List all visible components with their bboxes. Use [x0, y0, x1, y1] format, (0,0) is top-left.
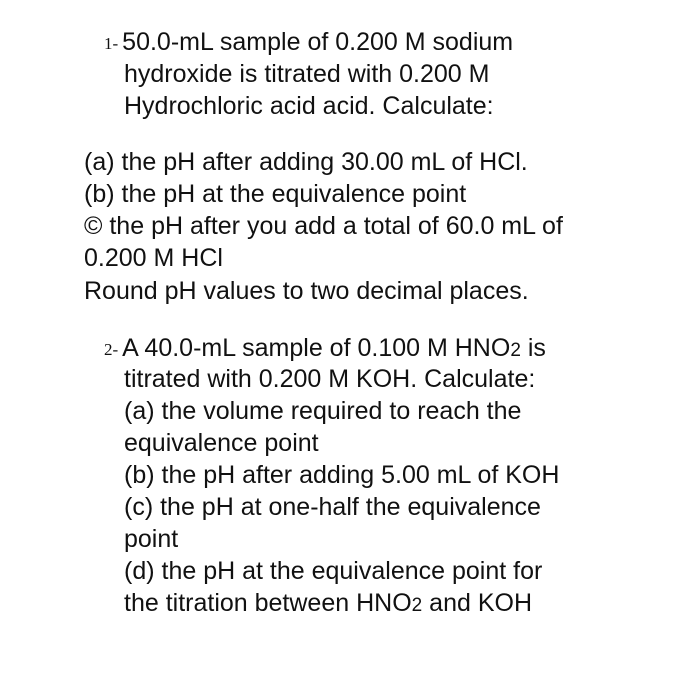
question-1-text-line-3: Hydrochloric acid acid. Calculate:: [124, 92, 494, 120]
question-2-part-a-continued: equivalence point: [124, 429, 319, 457]
question-1-rounding-note: Round pH values to two decimal places.: [84, 277, 529, 305]
question-1-part-c-continued: 0.200 M HCl: [84, 244, 223, 272]
question-1-text-line-1: 50.0-mL sample of 0.200 M sodium: [122, 28, 514, 56]
question-1-part-c: © the pH after you add a total of 60.0 mL of: [84, 212, 563, 240]
question-1-number: 1-: [104, 34, 119, 53]
question-1-part-b: (b) the pH at the equivalence point: [84, 180, 467, 208]
question-2-number: 2-: [104, 340, 119, 359]
question-2-line-1: [104, 333, 546, 366]
question-2-part-d-continued: [124, 588, 532, 621]
question-2-text-line-2: titrated with 0.200 M KOH. Calculate:: [124, 365, 536, 393]
question-2-part-b: (b) the pH after adding 5.00 mL of KOH: [124, 461, 560, 489]
question-2-text-line-1-pre: A 40.0-mL sample of 0.100 M HNO: [122, 334, 511, 362]
question-2-part-c-continued: point: [124, 525, 179, 553]
question-2-last-line-pre: the titration between HNO: [124, 589, 412, 617]
question-2-part-c: (c) the pH at one-half the equivalence: [124, 493, 541, 521]
question-1-line-1: [104, 27, 513, 59]
question-2-last-line-sub: 2: [411, 595, 423, 616]
question-2-text-line-1-post: is: [520, 334, 546, 362]
question-2-part-a: (a) the volume required to reach the: [124, 397, 522, 425]
question-1-part-a: (a) the pH after adding 30.00 mL of HCl.: [84, 148, 528, 176]
question-2-last-line-post: and KOH: [422, 589, 533, 617]
question-2-text-line-1-sub: 2: [510, 340, 521, 361]
question-2-part-d: (d) the pH at the equivalence point for: [124, 557, 543, 585]
question-1-text-line-2: hydroxide is titrated with 0.200 M: [124, 60, 490, 88]
